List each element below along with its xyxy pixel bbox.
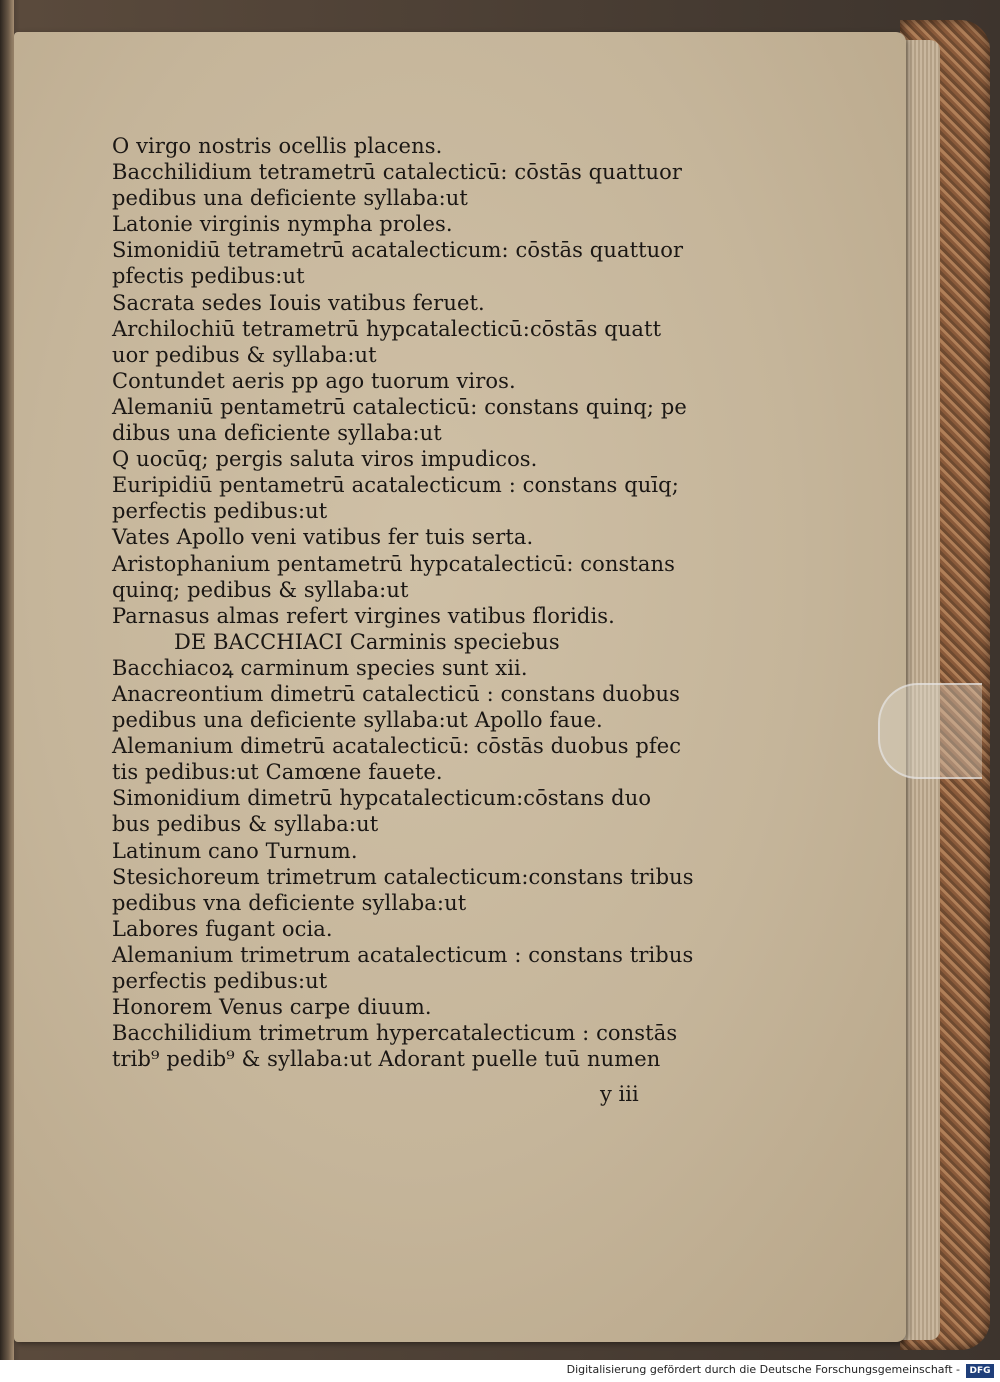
text-line: Labores fugant ocia. — [112, 916, 333, 941]
text-line: bus pedibus & syllaba:ut — [112, 812, 379, 837]
text-line: Alemanium dimetrū acatalecticū: cōstās duobus pfec — [112, 734, 682, 759]
text-line: Bacchilidium tetrametrū catalecticū: cōstās quattuor — [112, 160, 683, 185]
text-line: Bacchiacoꝝ carminum species sunt xii. — [112, 655, 528, 680]
text-line: Simonidium dimetrū hypcatalecticum:cōstans duo — [112, 786, 652, 811]
text-line: Stesichoreum trimetrum catalecticum:constans tribus — [112, 864, 694, 889]
text-line: pedibus una deficiente syllaba:ut — [112, 186, 468, 211]
text-line: Anacreontium dimetrū catalecticū : constans duobus — [112, 681, 681, 706]
funding-credit: Digitalisierung gefördert durch die Deutsche Forschungsgemeinschaft - — [566, 1363, 960, 1376]
page-text-block — [112, 133, 702, 1072]
text-line: quinq; pedibus & syllaba:ut — [112, 577, 409, 602]
text-line: trib⁹ pedib⁹ & syllaba:ut Adorant puelle tuū numen — [112, 1047, 661, 1072]
text-line: Latonie virginis nympha proles. — [112, 212, 453, 237]
page-clip — [878, 683, 982, 779]
dfg-logo: DFG — [966, 1364, 994, 1378]
text-line: Aristophanium pentametrū hypcatalecticū: constans — [112, 551, 676, 576]
text-line: dibus una deficiente syllaba:ut — [112, 421, 442, 446]
text-line: O virgo nostris ocellis placens. — [112, 134, 443, 158]
text-line: pfectis pedibus:ut — [112, 264, 305, 289]
footer-bar — [0, 1360, 1000, 1382]
text-line: Honorem Venus carpe diuum. — [112, 995, 432, 1020]
text-line: Latinum cano Turnum. — [112, 838, 358, 863]
text-line: Simonidiū tetrametrū acatalecticum: cōstās quattuor — [112, 238, 684, 263]
text-line: Bacchilidium trimetrum hypercatalecticum : constās — [112, 1021, 678, 1046]
text-line: pedibus una deficiente syllaba:ut Apollo faue. — [112, 708, 603, 733]
text-line: uor pedibus & syllaba:ut — [112, 342, 377, 367]
text-line: Euripidiū pentametrū acatalecticum : constans quīq; — [112, 473, 679, 498]
text-line: tis pedibus:ut Camœne fauete. — [112, 760, 443, 785]
text-line: perfectis pedibus:ut — [112, 499, 328, 524]
text-line: Parnasus almas refert virgines vatibus floridis. — [112, 603, 615, 628]
text-line: Q uocūq; pergis saluta viros impudicos. — [112, 447, 538, 472]
text-line: perfectis pedibus:ut — [112, 969, 328, 993]
text-line: Alemanium trimetrum acatalecticum : constans tribus — [112, 942, 694, 967]
text-line: Contundet aeris pp ago tuorum viros. — [112, 368, 516, 393]
text-line: pedibus vna deficiente syllaba:ut — [112, 890, 467, 915]
book-spine — [0, 0, 14, 1360]
section-heading: DE BACCHIACI Carminis speciebus — [174, 629, 560, 654]
text-line: Sacrata sedes Iouis vatibus feruet. — [112, 290, 485, 315]
text-line: Vates Apollo veni vatibus fer tuis serta. — [112, 525, 534, 550]
text-line: Alemaniū pentametrū catalecticū: constans quinq; pe — [112, 394, 687, 419]
signature-mark: y iii — [600, 1082, 639, 1106]
text-line: Archilochiū tetrametrū hypcatalecticū:cōstās quatt — [112, 316, 662, 341]
